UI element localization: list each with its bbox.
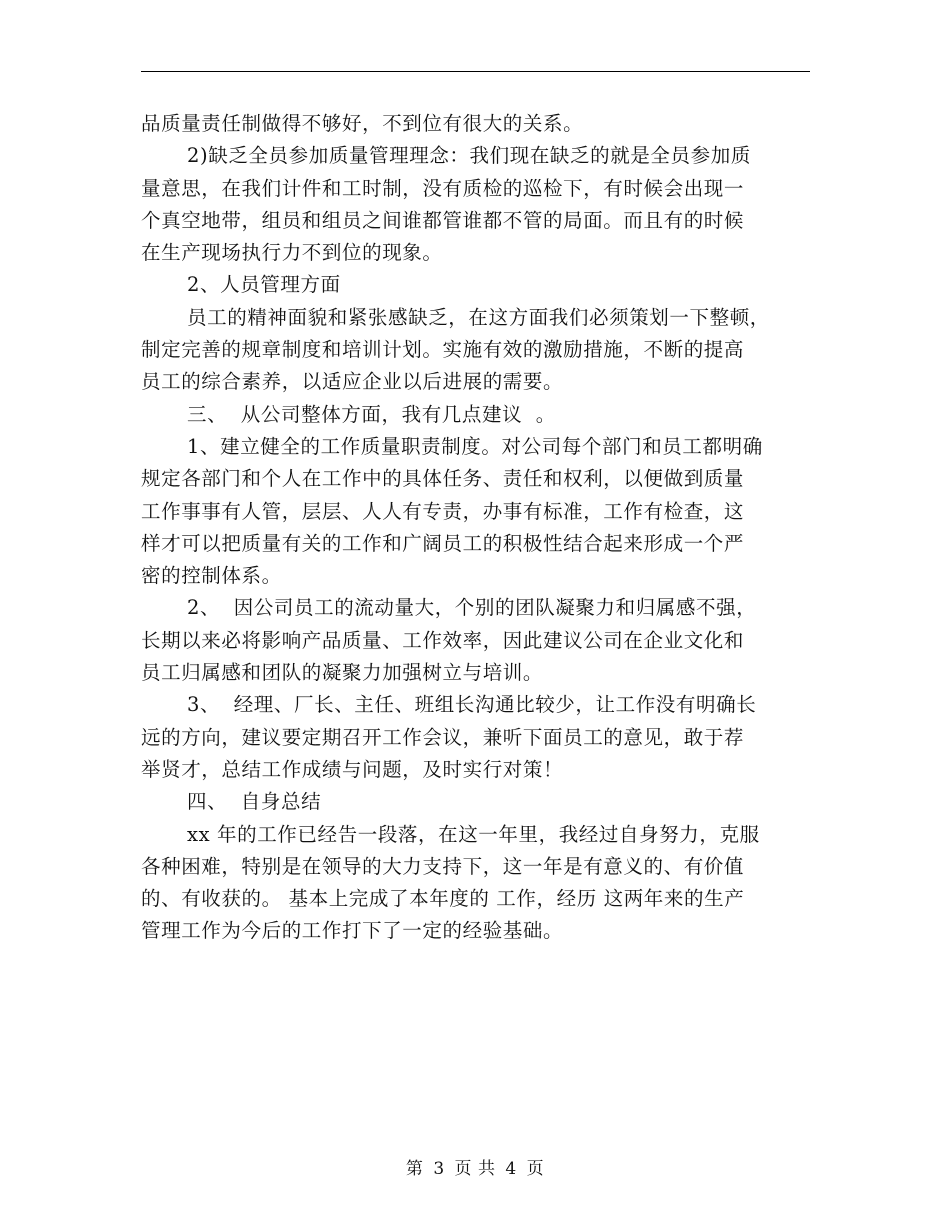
text-line: 密的控制体系。 xyxy=(141,564,282,588)
text-line: 各种困难，特别是在领导的大力支持下，这一年是有意义的、有价值 xyxy=(141,854,745,878)
text-line: xx 年的工作已经告一段落，在这一年里，我经过自身努力，克服 xyxy=(187,822,760,846)
text-line: 1、建立健全的工作质量职责制度。对公司每个部门和员工都明确 xyxy=(187,434,763,458)
footer-page-number: 3 xyxy=(433,1159,445,1179)
text-line: 管理工作为今后的工作打下了一定的经验基础。 xyxy=(141,919,564,943)
text-line: 规定各部门和个人在工作中的具体任务、责任和权利，以便做到质量 xyxy=(141,467,745,491)
text-line: 员工的综合素养，以适应企业以后进展的需要。 xyxy=(141,370,564,394)
text-line: 2、人员管理方面 xyxy=(187,273,341,297)
footer-middle: 页 共 xyxy=(454,1159,496,1179)
text-line: 举贤才，总结工作成绩与问题，及时实行对策！ xyxy=(141,757,564,781)
text-line: 在生产现场执行力不到位的现象。 xyxy=(141,241,443,265)
text-line: 2、 因公司员工的流动量大，个别的团队凝聚力和归属感不强， xyxy=(187,596,757,620)
text-line: 四、 自身总结 xyxy=(187,790,322,814)
text-line: 量意思，在我们计件和工时制，没有质检的巡检下，有时候会出现一 xyxy=(141,176,745,200)
text-line: 员工归属感和团队的凝聚力加强树立与培训。 xyxy=(141,661,544,685)
footer-suffix: 页 xyxy=(526,1159,545,1179)
footer-total-pages: 4 xyxy=(505,1159,517,1179)
page-footer xyxy=(0,1154,950,1179)
text-line: 工作事事有人管，层层、人人有专责，办事有标准，工作有检查，这 xyxy=(141,499,745,523)
text-line: 员工的精神面貌和紧张感缺乏，在这方面我们必须策划一下整顿， xyxy=(187,305,770,329)
text-line: 三、 从公司整体方面，我有几点建议 。 xyxy=(187,402,556,426)
text-line: 远的方向，建议要定期召开工作会议，兼听下面员工的意见，敢于荐 xyxy=(141,725,745,749)
text-line: 长期以来必将影响产品质量、工作效率，因此建议公司在企业文化和 xyxy=(141,628,745,652)
header-rule xyxy=(141,71,810,72)
document-body xyxy=(141,108,810,948)
text-line: 样才可以把质量有关的工作和广阔员工的积极性结合起来形成一个严 xyxy=(141,531,745,555)
text-line: 2)缺乏全员参加质量管理理念：我们现在缺乏的就是全员参加质 xyxy=(187,144,751,168)
text-line: 制定完善的规章制度和培训计划。实施有效的激励措施，不断的提高 xyxy=(141,338,745,362)
text-line: 3、 经理、厂长、主任、班组长沟通比较少，让工作没有明确长 xyxy=(187,693,757,717)
text-line: 个真空地带，组员和组员之间谁都管谁都不管的局面。而且有的时候 xyxy=(141,208,745,232)
text-line: 品质量责任制做得不够好，不到位有很大的关系。 xyxy=(141,112,584,135)
text-line: 的、有收获的。 基本上完成了本年度的 工作，经历 这两年来的生产 xyxy=(141,887,745,911)
footer-prefix: 第 xyxy=(405,1159,424,1179)
